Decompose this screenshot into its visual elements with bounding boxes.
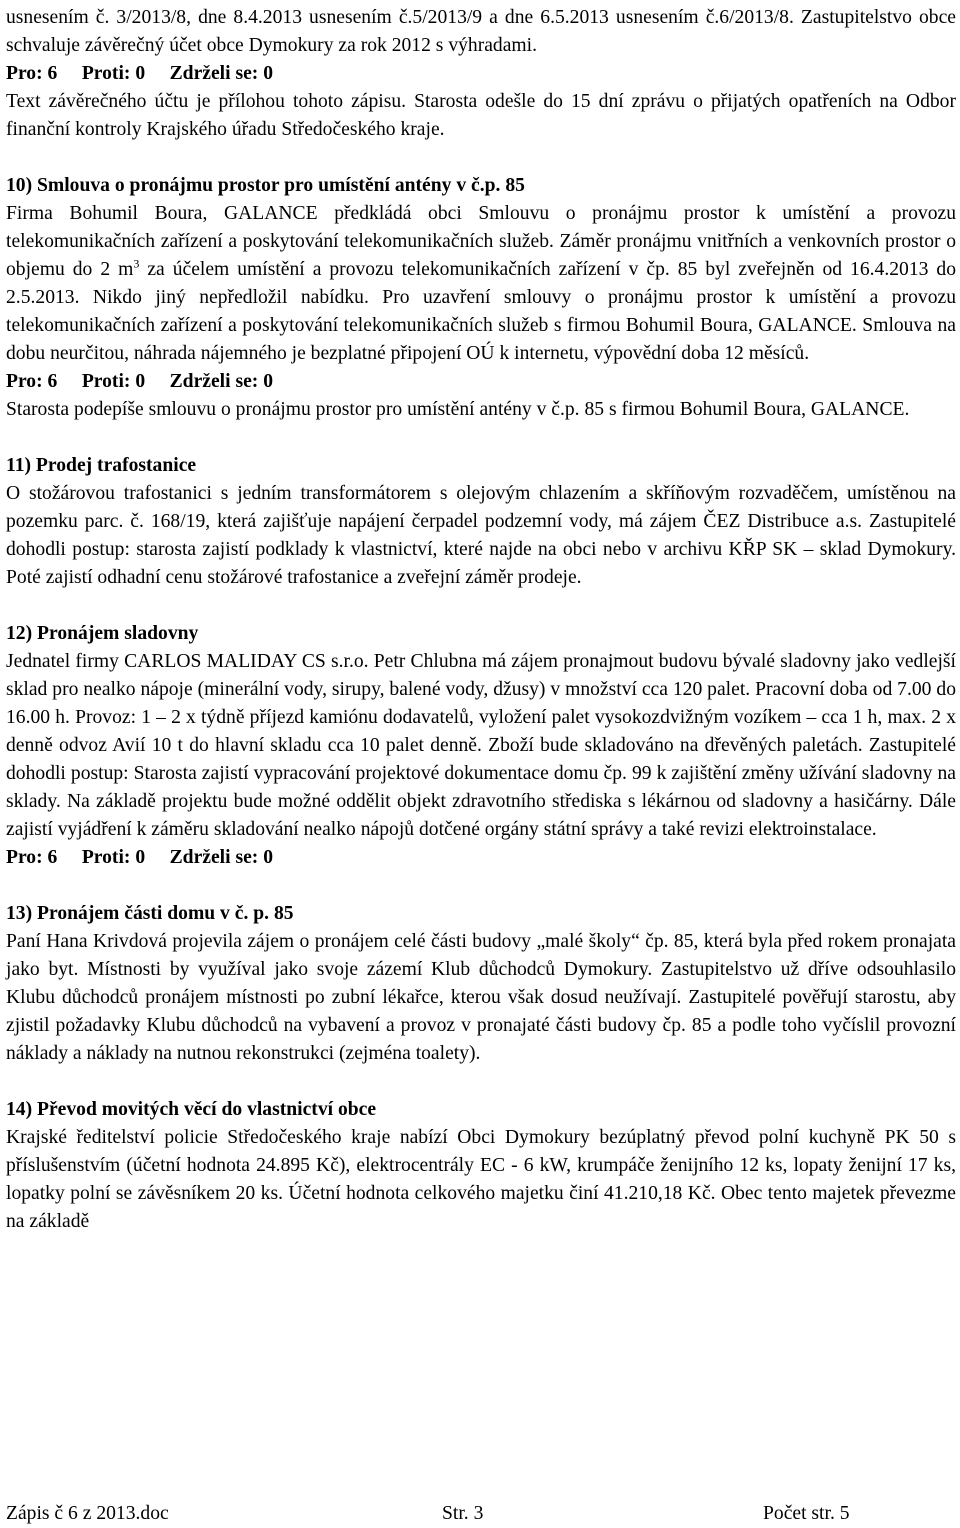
footer-document-name: Zápis č 6 z 2013.doc (6, 1503, 169, 1524)
spacer (6, 872, 956, 900)
footer-page-count: Počet str. 5 (763, 1503, 850, 1524)
section-heading: 10) Smlouva o pronájmu prostor pro umístění antény v č.p. 85 (6, 175, 525, 196)
section-heading: 14) Převod movitých věcí do vlastnictví obce (6, 1099, 377, 1120)
section-paragraph: Starosta podepíše smlouvu o pronájmu prostor pro umístění antény v č.p. 85 s firmou Bohumil Boura, GALANCE. (6, 399, 910, 420)
section-paragraph (6, 200, 956, 368)
spacer (6, 144, 956, 172)
spacer (6, 424, 956, 452)
section-paragraph: Paní Hana Krivdová projevila zájem o pronájem celé části budovy „malé školy“ čp. 85, která byla před rokem pronajata jako byt. Místnosti by využíval jako svoje zázemí Klub důchodců Dymokury. Zastupitelstvo už dříve odsouhlasilo Klubu důchodců pronájem místnosti po zubní lékařce, kterou však dosud neužívají. Zastupitelé pověřují starostu, aby zjistil požadavky Klubu důchodců na vybavení a provoz v pronajaté části budovy čp. 85 a podle toho vyčíslil provozní náklady a náklady na nutnou rekonstrukci (zejména toalety). (6, 931, 956, 1064)
vote-result: Pro: 6 Proti: 0 Zdrželi se: 0 (6, 371, 273, 392)
document-page (6, 4, 956, 1236)
section-text: Firma Bohumil Boura, GALANCE předkládá obci Smlouvu o pronájmu prostor k umístění a provozu telekomunikačních zařízení a poskytování telekomunikačních služeb. Záměr pronájmu vnitřních a venkovních prostor o objemu do 2 m (6, 203, 956, 280)
spacer (6, 1068, 956, 1096)
intro-text: Text závěrečného účtu je přílohou tohoto zápisu. Starosta odešle do 15 dní zprávu o přijatých opatřeních na Odbor finanční kontroly Krajského úřadu Středočeského kraje. (6, 91, 956, 140)
vote-result: Pro: 6 Proti: 0 Zdrželi se: 0 (6, 847, 273, 868)
intro-paragraph: usnesením č. 3/2013/8, dne 8.4.2013 usnesením č.5/2013/9 a dne 6.5.2013 usnesením č.6/2013/8. Zastupitelstvo obce schvaluje závěrečný účet obce Dymokury za rok 2012 s výhradami. (6, 7, 956, 56)
section-paragraph: Jednatel firmy CARLOS MALIDAY CS s.r.o. Petr Chlubna má zájem pronajmout budovu bývalé sladovny jako vedlejší sklad pro nealko nápoje (minerální vody, sirupy, balené vody, džusy) v množství cca 120 palet. Pracovní doba od 7.00 do 16.00 h. Provoz: 1 – 2 x týdně příjezd kamiónu dodavatelů, vyložení palet vysokozdvižným vozíkem – cca 1 h, max. 2 x denně odvoz Avií 10 t do hlavní skladu cca 10 palet denně. Zboží bude skladováno na dřevěných paletách. Zastupitelé dohodli postup: Starosta zajistí vypracování projektové dokumentace domu čp. 99 k zajištění změny užívání sladovny na sklady. Na základě projektu bude možné oddělit objekt zdravotního střediska s lékárnou od sladovny a hasičárny. Dále zajistí vyjádření k záměru skladování nealko nápojů dotčené orgány státní správy a také revizi elektroinstalace. (6, 651, 956, 840)
superscript: 3 (133, 256, 140, 271)
section-heading: 13) Pronájem části domu v č. p. 85 (6, 903, 294, 924)
section-heading: 11) Prodej trafostanice (6, 455, 197, 476)
section-paragraph: Krajské ředitelství policie Středočeského kraje nabízí Obci Dymokury bezúplatný převod polní kuchyně PK 50 s příslušenstvím (účetní hodnota 24.895 Kč), elektrocentrály EC - 6 kW, krumpáče ženijního 12 ks, lopaty ženijní 17 ks, lopatky polní se závěsníkem 20 ks. Účetní hodnota celkového majetku činí 41.210,18 Kč. Obec tento majetek převezme na základě (6, 1127, 956, 1232)
section-text: za účelem umístění a provozu telekomunikačních zařízení v čp. 85 byl zveřejněn od 16.4.2013 do 2.5.2013. Nikdo jiný nepředložil nabídku. Pro uzavření smlouvy o pronájmu prostor k umístění a provozu telekomunikačních zařízení a poskytování telekomunikačních služeb s firmou Bohumil Boura, GALANCE. Smlouva na dobu neurčitou, náhrada nájemného je bezplatné připojení OÚ k internetu, výpovědní doba 12 měsíců. (6, 259, 956, 364)
spacer (6, 592, 956, 620)
section-paragraph: O stožárovou trafostanici s jedním transformátorem s olejovým chlazením a skříňovým rozvaděčem, umístěnou na pozemku parc. č. 168/19, která zajišťuje napájení čerpadel podzemní vody, má zájem ČEZ Distribuce a.s. Zastupitelé dohodli postup: starosta zajistí podklady k vlastnictví, které najde na obci nebo v archivu KŘP SK – sklad Dymokury. Poté zajistí odhadní cenu stožárové trafostanice a zveřejní záměr prodeje. (6, 483, 956, 588)
section-heading: 12) Pronájem sladovny (6, 623, 199, 644)
page-footer (6, 1500, 956, 1528)
footer-page-number: Str. 3 (442, 1503, 484, 1524)
vote-result: Pro: 6 Proti: 0 Zdrželi se: 0 (6, 63, 273, 84)
